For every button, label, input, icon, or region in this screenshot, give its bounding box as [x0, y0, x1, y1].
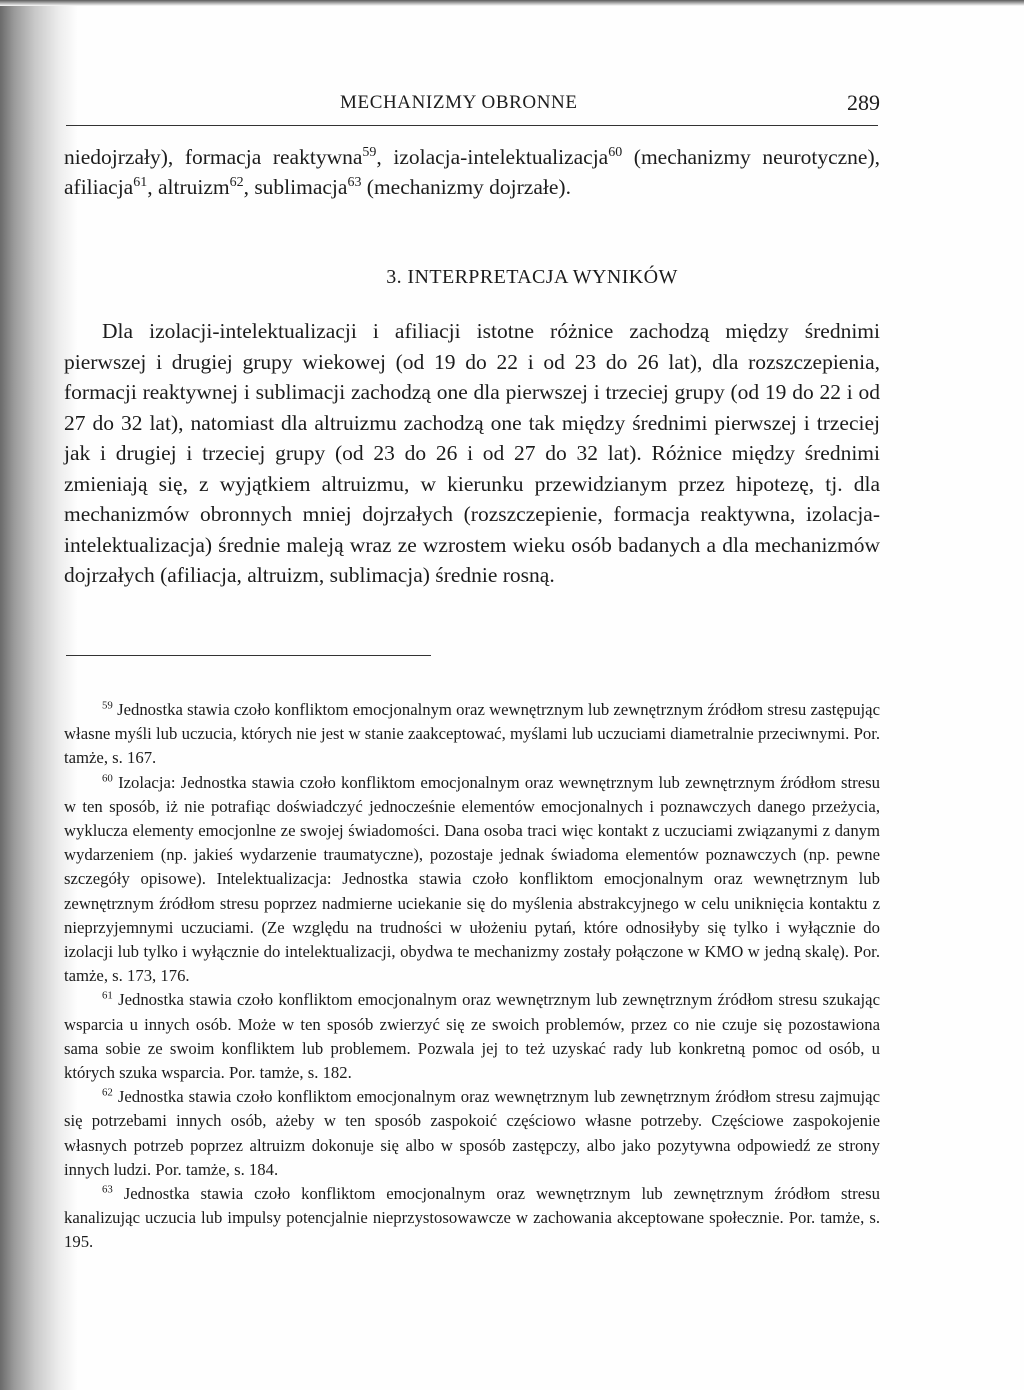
footnote-text: Izolacja: Jednostka stawia czoło konfliktom emocjonalnym oraz wewnętrznym lub zewnętrznym źródłom stresu w ten sposób, iż nie potrafiąc doświadczyć jednocześnie elementów emocjonalnych i poznawczych danego przeżycia, wyklucza elementy emocjonlne ze swojej świadomości. Dana osoba traci więc kontakt z uczuciami związanymi z danym wydarzeniem (np. jakieś wydarzenie traumatyczne), pozostaje jednak świadoma elementów poznawczych (np. pewne szczegóły opisowe). Intelektualizacja: Jednostka stawia czoło konfliktom emocjonalnym oraz wewnętrznym lub zewnętrznym źródłom stresu poprzez nadmierne uciekanie się do myślenia abstrakcyjnego w celu uniknięcia kontaktu z nieprzyjemnymi uczuciami. (Ze względu na trudności w ułożeniu pytań, które odnosiłyby się tylko i wyłącznie do izolacji lub tylko i wyłącznie do intelektualizacji, obydwa te mechanizmy zostały połączone w KMO w jedną skalę). Por. tamże, s. 173, 176. [64, 772, 880, 986]
intro-text: , sublimacja [243, 175, 348, 199]
page-number: 289 [847, 90, 880, 115]
page-top-edge [0, 0, 1024, 6]
footnote-59 [64, 698, 880, 771]
intro-text: , izolacja-intelektualizacja [376, 145, 609, 169]
section-title: 3. INTERPRETACJA WYNIKÓW [386, 266, 678, 288]
footnote-ref-63: 63 [347, 174, 362, 190]
footnote-ref-60: 60 [608, 144, 623, 160]
footnote-number: 63 [102, 1183, 113, 1196]
running-title: MECHANIZMY OBRONNE [340, 92, 578, 113]
footnote-ref-62: 62 [229, 174, 244, 190]
footnote-number: 59 [102, 699, 113, 712]
intro-text: , altruizm [147, 175, 230, 199]
footnote-number: 60 [102, 772, 113, 785]
footnotes [64, 698, 880, 1255]
header-rule [66, 125, 878, 126]
intro-text: (mechanizmy dojrzałe). [361, 175, 571, 199]
footnote-ref-59: 59 [362, 144, 377, 160]
footnote-number: 62 [102, 1086, 113, 1099]
footnote-text: Jednostka stawia czoło konfliktom emocjonalnym oraz wewnętrznym lub zewnętrznym źródłom stresu zastępując własne myśli lub uczucia, których nie jest w stanie zaakceptować, myślami lub uczuciami diametralnie przeciwnymi. Por. tamże, s. 167. [64, 700, 880, 768]
body-paragraph [64, 316, 880, 591]
footnote-ref-61: 61 [133, 174, 148, 190]
footnote-62 [64, 1085, 880, 1182]
footnote-61 [64, 988, 880, 1085]
footnote-63 [64, 1182, 880, 1255]
footnote-text: Jednostka stawia czoło konfliktom emocjonalnym oraz wewnętrznym lub zewnętrznym źródłom stresu kanalizując uczucia lub impulsy potencjalnie nieprzystosowawcze w zachowania akceptowane społecznie. Por. tamże, s. 195. [64, 1184, 880, 1252]
footnote-60 [64, 771, 880, 989]
intro-text: niedojrzały), formacja reaktywna [64, 145, 363, 169]
intro-text: (mechanizmy neurotyczne), afiliacja [64, 145, 880, 199]
footnote-separator [66, 655, 431, 656]
footnote-number: 61 [102, 989, 113, 1002]
intro-paragraph [64, 142, 880, 202]
body-paragraph-text: Dla izolacji-intelektualizacji i afiliacji istotne różnice zachodzą między średnimi pierwszej i drugiej grupy wiekowej (od 19 do 22 i od 23 do 26 lat), dla rozszczepienia, formacji reaktywnej i sublimacji zachodzą one dla pierwszej i trzeciej grupy (od 19 do 22 i od 27 do 32 lat), natomiast dla altruizmu zachodzą one tak między średnimi pierwszej i trzeciej jak i drugiej i trzeciej grupy (od 23 do 26 i od 27 do 32 lat). Różnice między średnimi zmieniają się, z wyjątkiem altruizmu, w kierunku przewidzianym przez hipotezę, tj. dla mechanizmów obronnych mniej dojrzałych (rozszczepienie, formacja reaktywna, izolacja-intelektualizacja) średnie maleją wraz ze wzrostem wieku osób badanych a dla mechanizmów dojrzałych (afiliacja, altruizm, sublimacja) średnie rosną. [64, 319, 880, 587]
footnote-text: Jednostka stawia czoło konfliktom emocjonalnym oraz wewnętrznym lub zewnętrznym źródłom stresu zajmując się potrzebami innych osób, ażeby w ten sposób zaspokoić częściowo własne potrzeby. Częściowe zaspokojenie własnych potrzeb poprzez altruizm dokonuje się albo w sposób zastępczy, albo jako pozytywna odpowiedź ze strony innych ludzi. Por. tamże, s. 184. [64, 1087, 880, 1179]
footnote-text: Jednostka stawia czoło konfliktom emocjonalnym oraz wewnętrznym lub zewnętrznym źródłom stresu szukając wsparcia u innych osób. Może w ten sposób zwierzyć się ze swoich problemów, przez co nie czuje się pozostawiona sama sobie ze swoim konfliktem lub problemem. Pozwala jej to też uzyskać rady lub konkretną pomoc od osób, u których szuka wsparcia. Por. tamże, s. 182. [64, 990, 880, 1083]
running-header [340, 92, 880, 122]
